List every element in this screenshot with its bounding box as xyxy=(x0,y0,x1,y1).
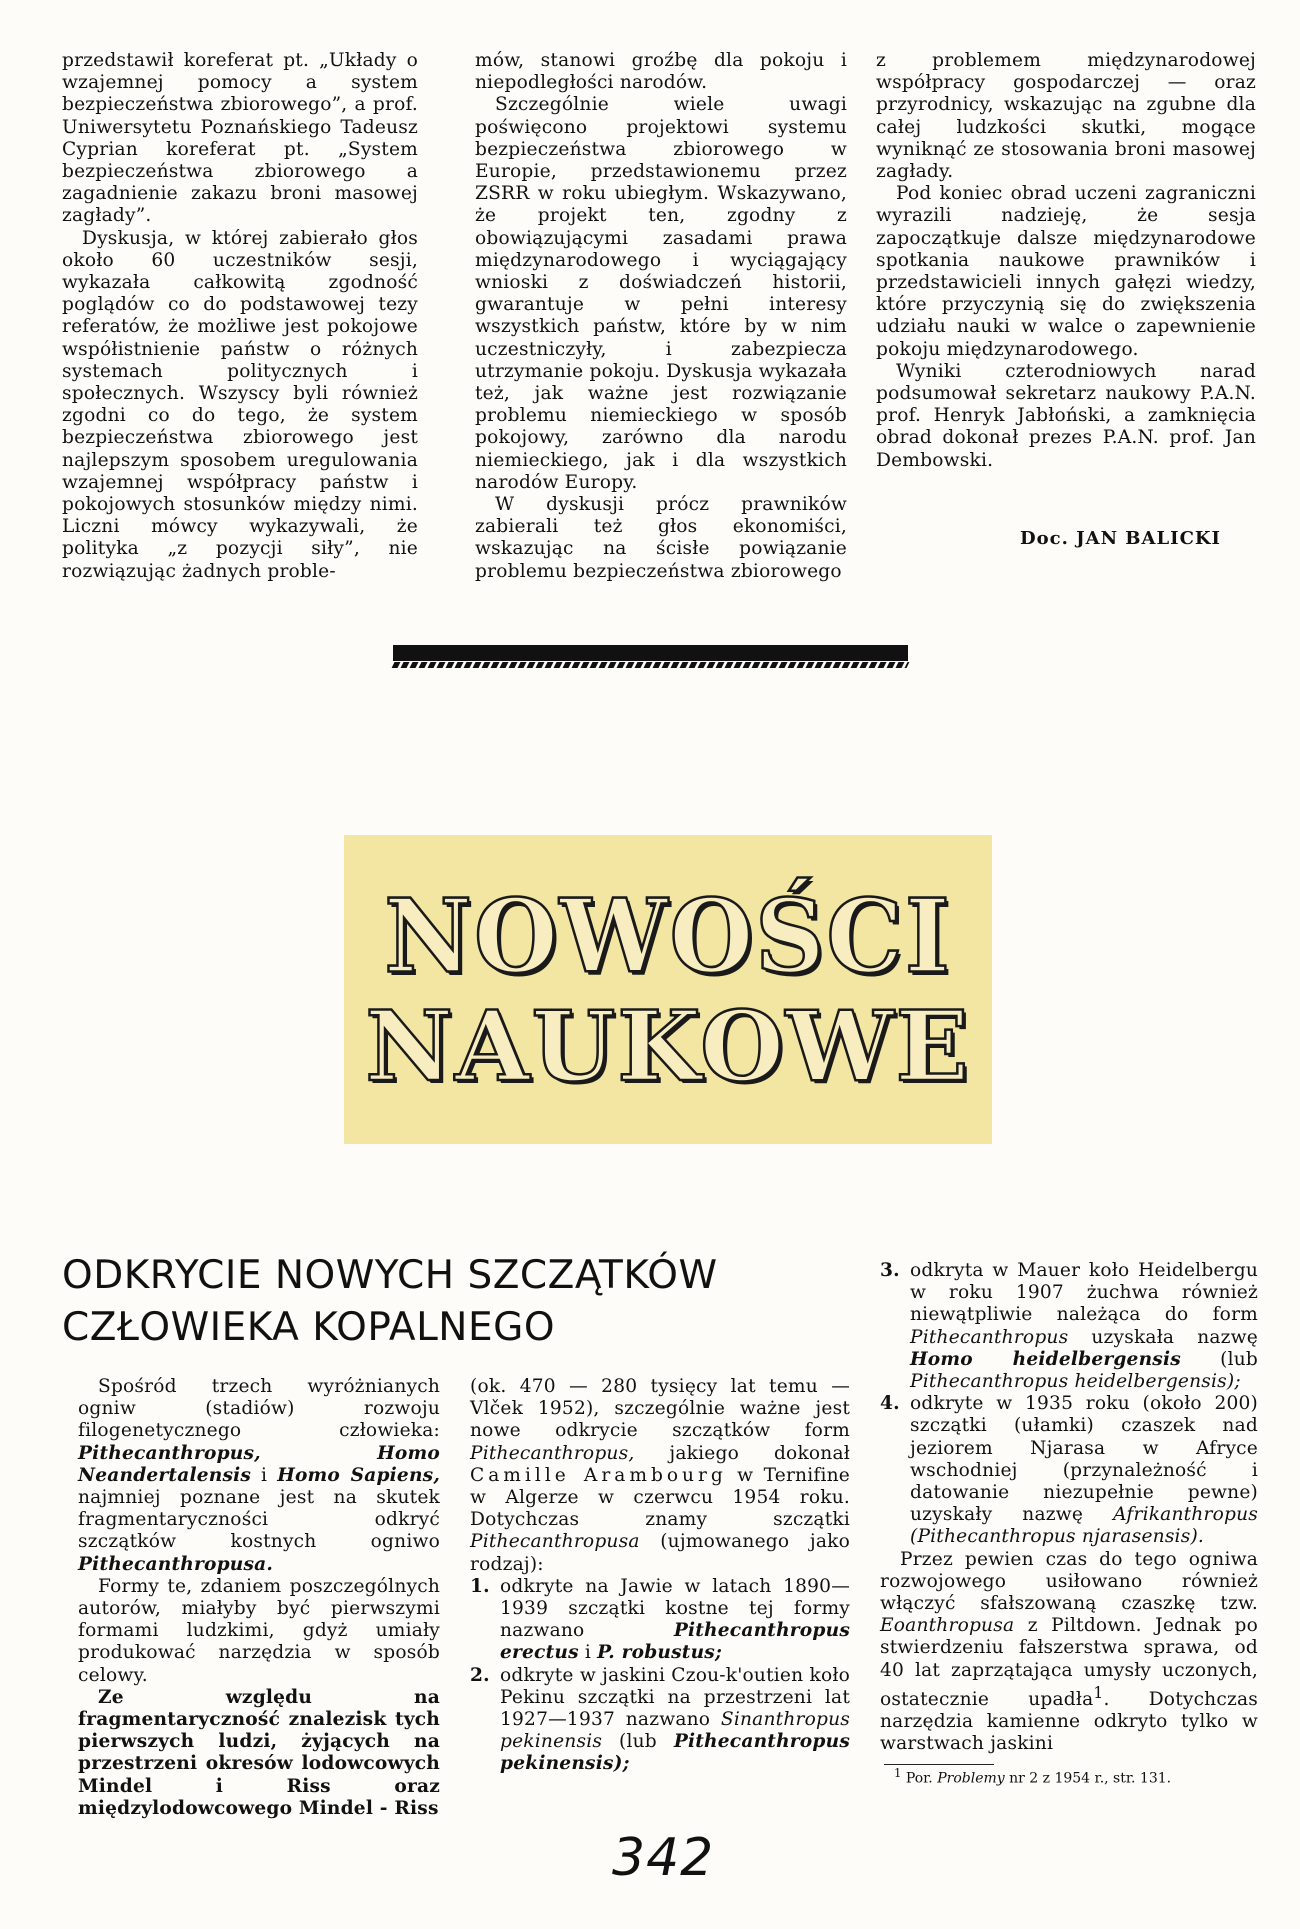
text: Pithecanthropus erectus xyxy=(500,1620,850,1664)
paragraph xyxy=(470,1376,850,1576)
list-item xyxy=(470,1665,850,1776)
text: Pithecanthropusa xyxy=(470,1531,640,1553)
paragraph: W dyskusji prócz prawników zabierali też głos ekonomiści, wskazując na ścisłe powiązanie problemu bezpieczeństwa zbiorowego xyxy=(475,494,847,582)
paragraph: Dyskusja, w której zabierało głos około 60 uczestników sesji, wykazała całkowitą zgodność poglądów co do podstawowej tezy referatów, że możliwe jest pokojowe współistnienie państw o różnych systemach politycznych i społecznych. Wszyscy byli również zgodni co do tego, że system bezpieczeństwa zbiorowego jest najlepszym sposobem uregulowania wzajemnej współpracy państw i pokojowych stosunków między nimi. Liczni mówcy wykazywali, że polityka „z pozycji siły”, nie rozwiązując żadnych proble- xyxy=(62,227,418,582)
footnote-divider xyxy=(884,1764,994,1765)
section-divider-dashed xyxy=(392,662,910,668)
list-number: 3. xyxy=(880,1260,900,1281)
article-column-1 xyxy=(78,1376,440,1820)
list-item xyxy=(880,1260,1258,1393)
paragraph: Szczególnie wiele uwagi poświęcono projektowi systemu bezpieczeństwa zbiorowego w Europie, przedstawionemu przez ZSRR w roku ubiegłym. Wskazywano, że projekt ten, zgodny z obowiązującymi zasadami prawa międzynarodowego i wyciągający wnioski z doświadczeń historii, gwarantuje w pełni interesy wszystkich państw, które by w nim uczestniczyły, i zabezpiecza utrzymanie pokoju. Dyskusja wykazała też, jak ważne jest rozwiązanie problemu niemieckiego w sposób pokojowy, zarówno dla narodu niemieckiego, jak i dla wszystkich narodów Europy. xyxy=(475,94,847,493)
text: Homo heidelbergensis xyxy=(910,1348,1181,1370)
list-item xyxy=(470,1576,850,1665)
text: odkryta w Mauer koło Heidelbergu w roku 1907 żuchwa również niewątpliwie należąca do form xyxy=(910,1260,1258,1326)
article-column-3 xyxy=(880,1260,1258,1756)
list-item xyxy=(880,1393,1258,1548)
text: Pithecanthropus xyxy=(910,1326,1069,1348)
top-column-3 xyxy=(876,50,1256,472)
text: Pithecanthropusa. xyxy=(78,1553,274,1575)
text: (ok. 470 — 280 tysięcy lat temu — Vlček 1952), szczególnie ważne jest nowe odkrycie szczątków form xyxy=(470,1376,850,1442)
paragraph xyxy=(78,1376,440,1576)
text: Afrikanthropus (Pithecanthropus njarasensis). xyxy=(910,1504,1258,1548)
text: Pithecanthropus, Homo Neandertalensis xyxy=(78,1442,440,1486)
top-column-2 xyxy=(475,50,847,583)
text: Por. xyxy=(901,1770,938,1787)
page-number: 342 xyxy=(612,1828,715,1888)
text: (lub xyxy=(1180,1348,1258,1370)
text: i xyxy=(251,1464,278,1486)
text: Sinanthropus pekinensis xyxy=(500,1709,850,1753)
text: w Ternifine w Algerze w czerwcu 1954 roku. Dotychczas znamy szczątki xyxy=(470,1464,850,1531)
text: (ujmowanego jako rodzaj): xyxy=(470,1531,850,1575)
text: Spośród trzech wyróżnianych ogniw (stadiów) rozwoju filogenetycznego człowieka: xyxy=(78,1376,440,1442)
list-number: 1. xyxy=(470,1575,490,1597)
text: Camille Arambourg xyxy=(470,1464,727,1486)
text: Pithecanthropus, xyxy=(470,1442,635,1464)
paragraph xyxy=(880,1549,1258,1756)
text: Pithecanthropus pekinensis); xyxy=(500,1731,850,1775)
section-banner xyxy=(344,835,992,1144)
text: Homo Sapiens, xyxy=(277,1464,441,1486)
text: P. robustus; xyxy=(597,1642,723,1664)
article-title-line-2: CZŁOWIEKA KOPALNEGO xyxy=(62,1305,556,1350)
text: Eoanthropusa xyxy=(880,1615,1015,1637)
footnote xyxy=(894,1766,1254,1787)
list-number: 2. xyxy=(470,1664,490,1686)
text: uzyskała nazwę xyxy=(1068,1326,1258,1348)
banner-line-1: NOWOŚCI xyxy=(384,877,952,996)
list-number: 4. xyxy=(880,1393,900,1415)
paragraph: mów, stanowi groźbę dla pokoju i niepodległości narodów. xyxy=(475,50,847,94)
text: . Dotychczas narzędzia kamienne odkryto tylko w warstwach jaskini xyxy=(880,1689,1258,1755)
text: odkryte w 1935 roku (około 200) szczątki (ułamki) czaszek nad jeziorem Njarasa w Afryce wschodniej (przynależność i datowanie niezupełnie pewne) uzyskały nazwę xyxy=(910,1393,1258,1526)
text: odkryte na Jawie w latach 1890—1939 szczątki kostne tej formy nazwano xyxy=(500,1575,850,1642)
text: (lub xyxy=(602,1731,674,1753)
paragraph: przedstawił koreferat pt. „Układy o wzajemnej pomocy a system bezpieczeństwa zbiorowego”, a prof. Uniwersytetu Poznańskiego Tadeusz Cyprian koreferat pt. „System bezpieczeństwa zbiorowego a zagadnienie zakazu broni masowej zagłady”. xyxy=(62,50,418,227)
text: Pithecanthropus heidelbergensis); xyxy=(910,1371,1241,1393)
article-title xyxy=(62,1250,718,1354)
text: Problemy xyxy=(937,1770,1005,1787)
text: i xyxy=(578,1642,598,1664)
top-column-1 xyxy=(62,50,418,583)
section-divider-thick xyxy=(393,645,908,661)
author-signature: Doc. JAN BALICKI xyxy=(1020,528,1221,549)
banner-line-2: NAUKOWE xyxy=(365,990,971,1103)
paragraph: Ze względu na fragmentaryczność znalezisk tych pierwszych ludzi, żyjących na przestrzeni okresów lodowcowych Mindel i Riss oraz międzylodowcowego Mindel - Riss xyxy=(78,1686,440,1819)
footnote-reference: 1 xyxy=(1093,1683,1104,1702)
text: odkryte w jaskini Czou-k'outien koło Pekinu szczątki na przestrzeni lat 1927—1937 nazwano xyxy=(500,1664,850,1731)
paragraph: z problemem międzynarodowej współpracy gospodarczej — oraz przyrodnicy, wskazując na zgubne dla całej ludzkości skutki, mogące wyniknąć ze stosowania broni masowej zagłady. xyxy=(876,50,1256,183)
text: najmniej poznane jest na skutek fragmentaryczności odkryć szczątków kostnych ogniwo xyxy=(78,1487,440,1553)
paragraph: Pod koniec obrad uczeni zagraniczni wyrazili nadzieję, że sesja zapoczątkuje dalsze międzynarodowe spotkania naukowe prawników i przedstawicieli innych gałęzi wiedzy, które przyczynią się do zwiększenia udziału nauki w walce o zapewnienie pokoju międzynarodowego. xyxy=(876,183,1256,360)
footnote-mark: 1 xyxy=(894,1766,902,1780)
article-title-line-1: ODKRYCIE NOWYCH SZCZĄTKÓW xyxy=(62,1253,718,1298)
paragraph: Formy te, zdaniem poszczególnych autorów, miałyby być pierwszymi formami ludzkimi, gdyż umiały produkować narzędzia w sposób celowy. xyxy=(78,1575,440,1686)
text: Przez pewien czas do tego ogniwa rozwojowego usiłowano również włączyć sfałszowaną czaszkę tzw. xyxy=(880,1548,1258,1615)
paragraph: Wyniki czterodniowych narad podsumował sekretarz naukowy P.A.N. prof. Henryk Jabłoński, a zamknięcia obrad dokonał prezes P.A.N. prof. Jan Dembowski. xyxy=(876,360,1256,471)
article-column-2 xyxy=(470,1376,850,1776)
text: jakiego dokonał xyxy=(634,1442,850,1464)
text: nr 2 z 1954 r., str. 131. xyxy=(1004,1770,1172,1787)
text: z Piltdown. Jednak po stwierdzeniu fałszerstwa sprawa, od 40 lat zaprzątająca umysły uczonych, ostatecznie upadła xyxy=(880,1615,1258,1711)
